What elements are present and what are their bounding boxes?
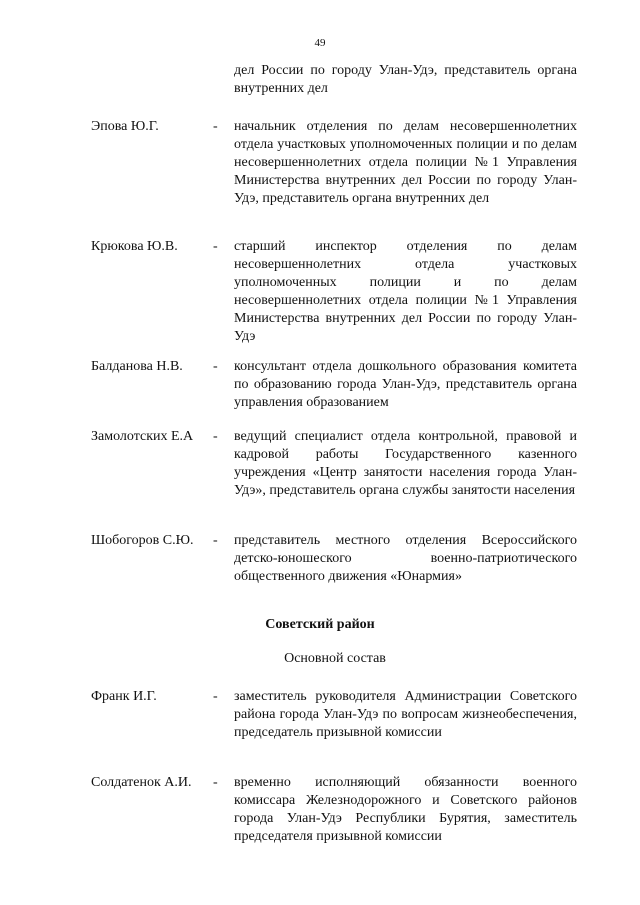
member-dash: -	[213, 533, 218, 548]
page-number: 49	[314, 37, 326, 49]
member-description: консультант отдела дошкольного образования комитета по образованию города Улан-Удэ, представитель органа управления образованием	[234, 359, 577, 410]
member-name: Солдатенок А.И.	[91, 775, 192, 790]
member-description: старший инспектор отделения по делам несовершеннолетних отдела участковых уполномоченных полиции и по делам несовершеннолетних отдела полиции №1 Управления Министерства внутренних дел России по городу Улан-Удэ	[234, 239, 577, 344]
member-name: Франк И.Г.	[91, 689, 157, 704]
subsection-title: Основной состав	[284, 651, 386, 666]
member-description: представитель местного отделения Всероссийского детско-юношеского военно-патриотического общественного движения «Юнармия»	[234, 533, 577, 584]
member-description: заместитель руководителя Администрации Советского района города Улан-Удэ по вопросам жизнеобеспечения, председатель призывной комиссии	[234, 689, 577, 740]
member-dash: -	[213, 775, 218, 790]
member-dash: -	[213, 689, 218, 704]
member-name: Шобогоров С.Ю.	[91, 533, 194, 548]
member-dash: -	[213, 359, 218, 374]
member-dash: -	[213, 239, 218, 254]
section-title: Советский район	[265, 617, 375, 632]
continuation-text: дел России по городу Улан-Удэ, представитель органа внутренних дел	[234, 63, 577, 96]
member-description: временно исполняющий обязанности военного комиссара Железнодорожного и Советского районов города Улан-Удэ Республики Бурятия, заместитель председателя призывной комиссии	[234, 775, 577, 844]
member-name: Балданова Н.В.	[91, 359, 183, 374]
member-name: Замолотских Е.А	[91, 429, 194, 444]
member-name: Крюкова Ю.В.	[91, 239, 178, 254]
member-description: начальник отделения по делам несовершеннолетних отдела участковых уполномоченных полиции и по делам несовершеннолетних отдела полиции №1 Управления Министерства внутренних дел России по городу Улан-Удэ, представитель органа внутренних дел	[234, 119, 577, 206]
member-description: ведущий специалист отдела контрольной, правовой и кадровой работы Государственного казенного учреждения «Центр занятости населения города Улан-Удэ», представитель органа службы занятости населения	[234, 429, 577, 498]
member-dash: -	[213, 119, 218, 134]
member-dash: -	[213, 429, 218, 444]
member-name: Эпова Ю.Г.	[91, 119, 159, 134]
